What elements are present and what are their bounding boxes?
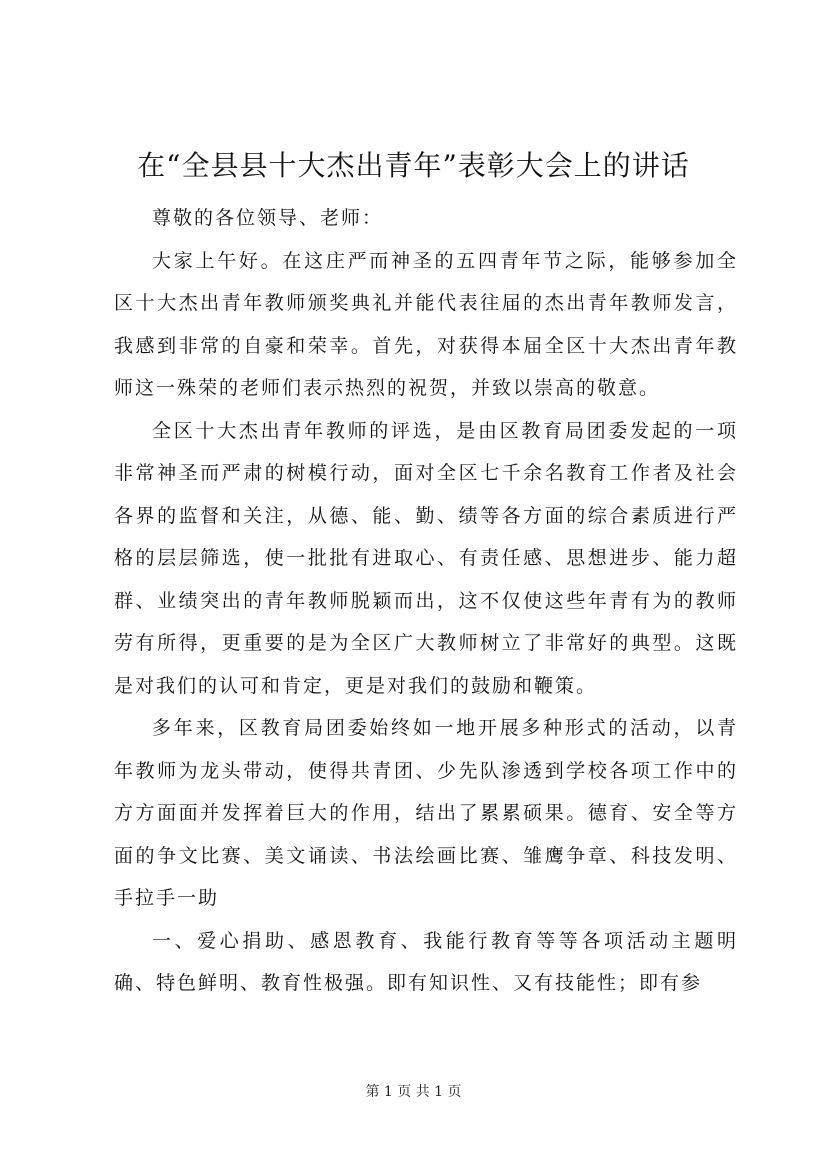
paragraph: 大家上午好。在这庄严而神圣的五四青年节之际，能够参加全区十大杰出青年教师颁奖典礼并能代表往届的杰出青年教师发言，我感到非常的自豪和荣幸。首先，对获得本届全区十大杰出青年教师这一殊荣的老师们表示热烈的祝贺，并致以崇高的敬意。 — [114, 249, 738, 399]
paragraph-greeting: 尊敬的各位领导、老师： — [152, 207, 384, 229]
paragraph: 多年来，区教育局团委始终如一地开展多种形式的活动，以青年教师为龙头带动，使得共青团、少先队渗透到学校各项工作中的方方面面并发挥着巨大的作用，结出了累累硕果。德育、安全等方面的争文比赛、美文诵读、书法绘画比赛、雏鹰争章、科技发明、手拉手一助 — [114, 717, 738, 909]
document-body — [114, 197, 738, 1005]
document-title: 在“全县县十大杰出青年”表彰大会上的讲话 — [137, 149, 690, 182]
page-footer: 第 1 页 共 1 页 — [365, 1084, 462, 1100]
paragraph: 一、爱心捐助、感恩教育、我能行教育等等各项活动主题明确、特色鲜明、教育性极强。即有知识性、又有技能性；即有参 — [114, 929, 738, 994]
paragraph: 全区十大杰出青年教师的评选，是由区教育局团委发起的一项非常神圣而严肃的树模行动，面对全区七千余名教育工作者及社会各界的监督和关注，从德、能、勤、绩等各方面的综合素质进行严格的层层筛选，使一批批有进取心、有责任感、思想进步、能力超群、业绩突出的青年教师脱颖而出，这不仅使这些年青有为的教师劳有所得，更重要的是为全区广大教师树立了非常好的典型。这既是对我们的认可和肯定，更是对我们的鼓励和鞭策。 — [114, 419, 738, 697]
